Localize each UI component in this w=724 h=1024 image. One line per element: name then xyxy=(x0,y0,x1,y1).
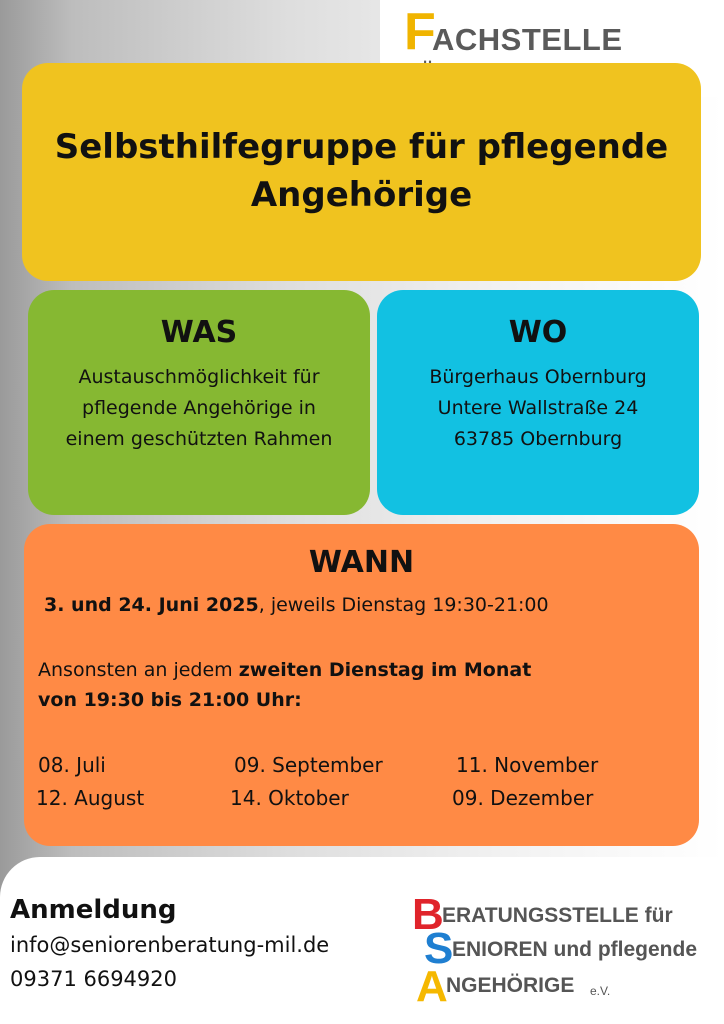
date-item: 09. Dezember xyxy=(452,786,594,810)
was-card xyxy=(28,290,370,515)
regular-schedule xyxy=(38,655,531,715)
bsa-suffix: e.V. xyxy=(590,984,611,998)
bsa-line3: NGEHÖRIGE xyxy=(446,974,575,997)
schedule-time: von 19:30 bis 21:00 Uhr: xyxy=(38,689,302,711)
wo-line: Untere Wallstraße 24 xyxy=(437,397,639,419)
was-line: Austauschmöglichkeit für xyxy=(78,366,320,388)
date-item: 11. November xyxy=(456,753,599,777)
schedule-intro: Ansonsten an jedem xyxy=(38,659,239,681)
wann-heading: WANN xyxy=(308,545,415,580)
contact-email[interactable]: info@seniorenberatung-mil.de xyxy=(10,933,330,957)
wo-line: 63785 Obernburg xyxy=(453,428,623,450)
wo-line: Bürgerhaus Obernburg xyxy=(429,366,647,388)
date-column xyxy=(230,749,383,815)
was-line: einem geschützten Rahmen xyxy=(65,428,333,450)
was-line: pflegende Angehörige in xyxy=(82,397,316,419)
june-dates-bold: 3. und 24. Juni 2025 xyxy=(44,594,259,616)
date-column xyxy=(452,749,599,815)
june-dates xyxy=(44,594,549,616)
bsa-line2: ENIOREN und pflegende xyxy=(452,938,698,961)
contact-footer xyxy=(0,857,724,1024)
page-title: Selbsthilfegruppe für pflegende Angehörige xyxy=(54,127,669,215)
logo-line1: ACHSTELLE xyxy=(432,22,623,57)
wann-card xyxy=(24,524,699,846)
wo-heading: WO xyxy=(508,315,568,350)
contact-phone[interactable]: 09371 6694920 xyxy=(10,967,178,991)
bsa-letter-a: A xyxy=(416,962,448,1011)
was-description xyxy=(28,362,370,455)
date-item: 08. Juli xyxy=(38,753,106,777)
title-card xyxy=(22,63,701,281)
bsa-line1: ERATUNGSSTELLE für xyxy=(442,904,673,927)
registration-heading: Anmeldung xyxy=(10,895,177,925)
bsa-logo xyxy=(412,890,712,1013)
date-column xyxy=(38,749,144,815)
wo-card xyxy=(377,290,699,515)
bsa-letter-b: B xyxy=(412,890,444,939)
was-heading: WAS xyxy=(160,315,238,350)
june-dates-rest: , jeweils Dienstag 19:30-21:00 xyxy=(258,594,549,616)
date-item: 12. August xyxy=(36,786,145,810)
bsa-letter-s: S xyxy=(424,924,454,973)
date-item: 09. September xyxy=(234,753,383,777)
wo-address xyxy=(377,362,699,455)
date-item: 14. Oktober xyxy=(230,786,349,810)
schedule-day: zweiten Dienstag im Monat xyxy=(238,659,532,681)
logo-initial-letter: F xyxy=(404,3,436,61)
